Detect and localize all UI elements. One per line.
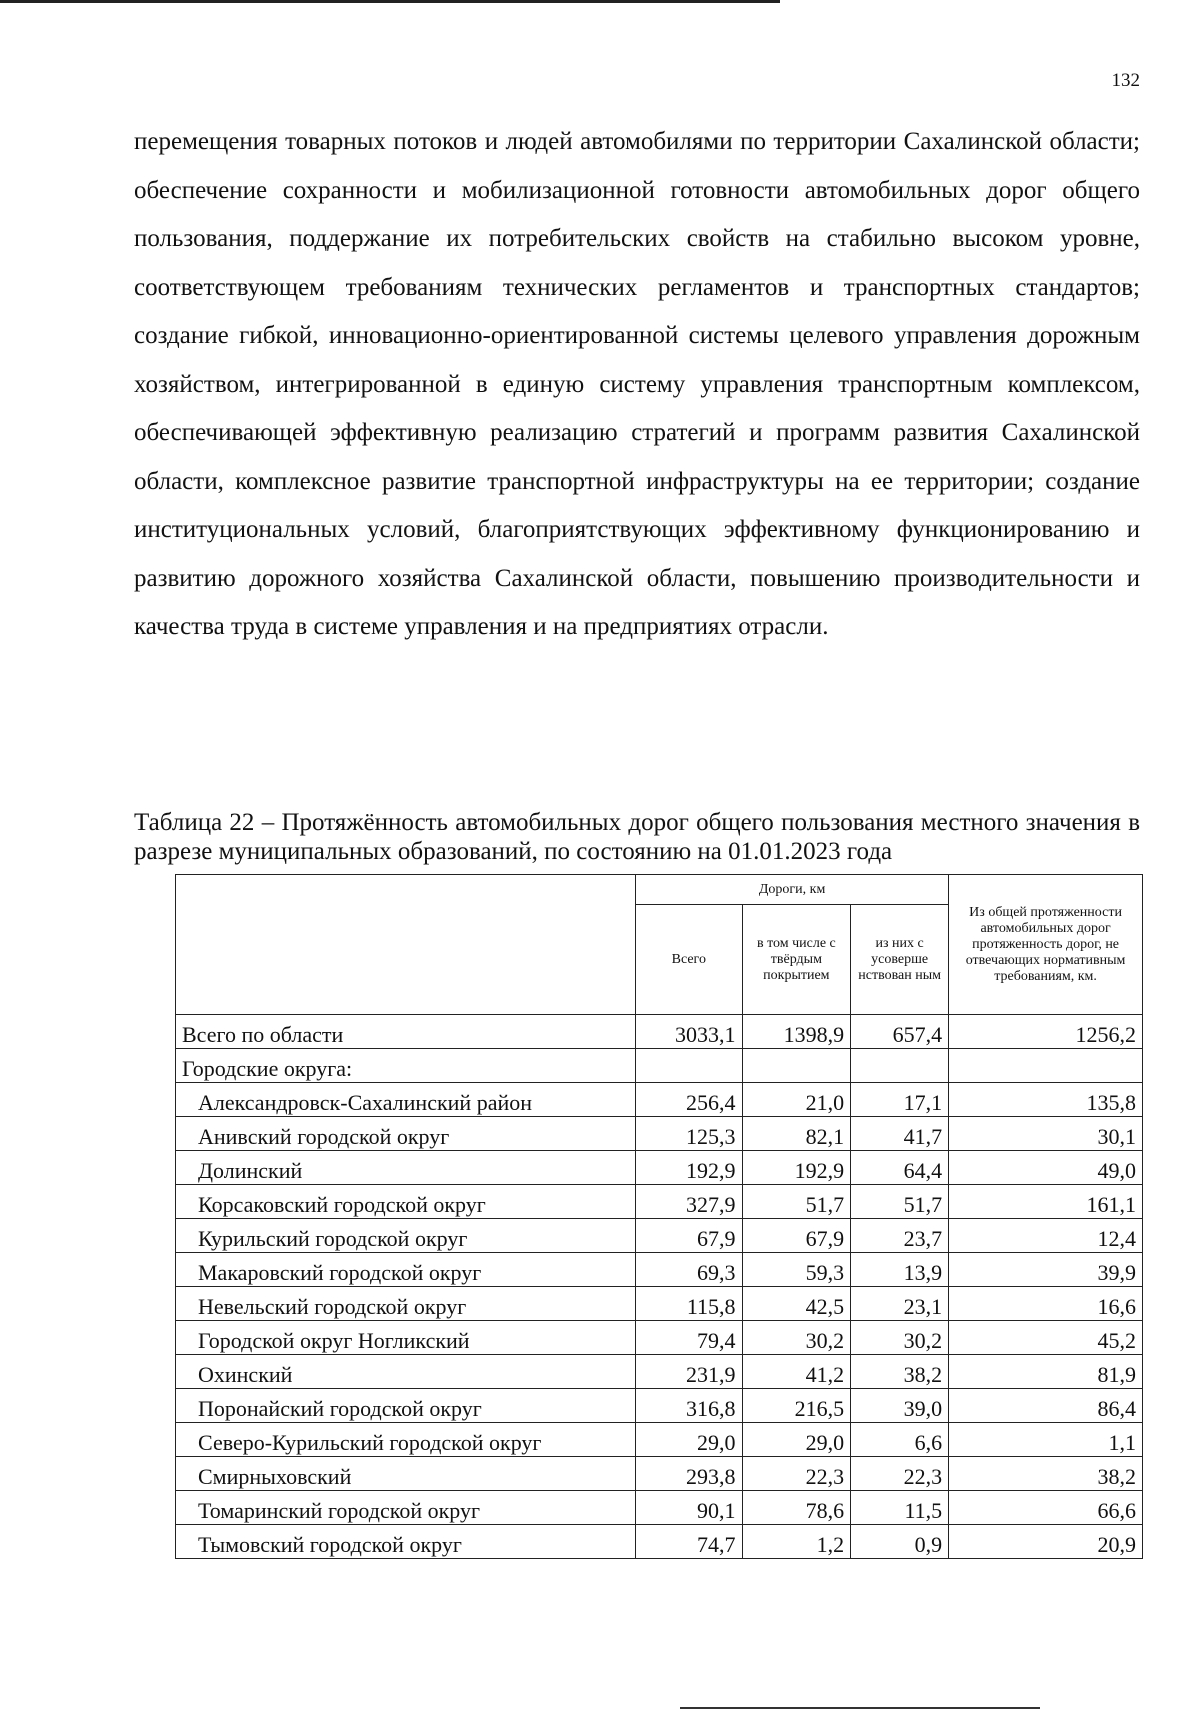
row-name: Макаровский городской округ xyxy=(176,1253,636,1287)
table-row xyxy=(176,1253,1143,1287)
row-nonstd: 16,6 xyxy=(949,1287,1143,1321)
table-row xyxy=(176,1083,1143,1117)
row-hard: 29,0 xyxy=(742,1423,851,1457)
row-name: Охинский xyxy=(176,1355,636,1389)
total-row-nonstd: 1256,2 xyxy=(949,1015,1143,1049)
top-rule xyxy=(0,0,780,3)
table-row xyxy=(176,1321,1143,1355)
row-total: 231,9 xyxy=(636,1355,742,1389)
row-hard: 30,2 xyxy=(742,1321,851,1355)
row-improved: 41,7 xyxy=(851,1117,949,1151)
row-total: 125,3 xyxy=(636,1117,742,1151)
row-nonstd: 135,8 xyxy=(949,1083,1143,1117)
row-total: 69,3 xyxy=(636,1253,742,1287)
table-row xyxy=(176,1389,1143,1423)
header-total: Всего xyxy=(636,905,742,1015)
total-row xyxy=(176,1015,1143,1049)
empty-cell xyxy=(851,1049,949,1083)
row-name: Долинский xyxy=(176,1151,636,1185)
row-nonstd: 12,4 xyxy=(949,1219,1143,1253)
table-row xyxy=(176,1525,1143,1559)
table-row xyxy=(176,1491,1143,1525)
table-caption: Таблица 22 – Протяжённость автомобильных дорог общего пользования местного значения в разрезе муниципальных образований, по состоянию на 01.01.2023 года xyxy=(134,809,1140,865)
row-name: Северо-Курильский городской округ xyxy=(176,1423,636,1457)
row-hard: 51,7 xyxy=(742,1185,851,1219)
row-nonstd: 81,9 xyxy=(949,1355,1143,1389)
table-row xyxy=(176,1117,1143,1151)
row-total: 90,1 xyxy=(636,1491,742,1525)
header-roads: Дороги, км xyxy=(636,875,949,905)
row-name: Смирныховский xyxy=(176,1457,636,1491)
row-improved: 13,9 xyxy=(851,1253,949,1287)
row-improved: 0,9 xyxy=(851,1525,949,1559)
row-total: 67,9 xyxy=(636,1219,742,1253)
roads-table xyxy=(175,874,1143,1559)
row-hard: 192,9 xyxy=(742,1151,851,1185)
row-hard: 21,0 xyxy=(742,1083,851,1117)
row-nonstd: 20,9 xyxy=(949,1525,1143,1559)
row-name: Тымовский городской округ xyxy=(176,1525,636,1559)
table-row xyxy=(176,1219,1143,1253)
row-name: Анивский городской округ xyxy=(176,1117,636,1151)
table-row xyxy=(176,1423,1143,1457)
row-improved: 23,1 xyxy=(851,1287,949,1321)
total-row-hard: 1398,9 xyxy=(742,1015,851,1049)
row-hard: 22,3 xyxy=(742,1457,851,1491)
table-row xyxy=(176,1355,1143,1389)
row-nonstd: 45,2 xyxy=(949,1321,1143,1355)
row-improved: 30,2 xyxy=(851,1321,949,1355)
row-improved: 23,7 xyxy=(851,1219,949,1253)
row-hard: 78,6 xyxy=(742,1491,851,1525)
row-name: Невельский городской округ xyxy=(176,1287,636,1321)
row-improved: 39,0 xyxy=(851,1389,949,1423)
row-improved: 38,2 xyxy=(851,1355,949,1389)
header-improved: из них с усоверше нствован ным xyxy=(851,905,949,1015)
row-hard: 216,5 xyxy=(742,1389,851,1423)
row-improved: 6,6 xyxy=(851,1423,949,1457)
row-nonstd: 86,4 xyxy=(949,1389,1143,1423)
row-nonstd: 30,1 xyxy=(949,1117,1143,1151)
row-nonstd: 1,1 xyxy=(949,1423,1143,1457)
total-row-improved: 657,4 xyxy=(851,1015,949,1049)
row-improved: 11,5 xyxy=(851,1491,949,1525)
row-total: 115,8 xyxy=(636,1287,742,1321)
header-blank xyxy=(176,875,636,1015)
row-total: 256,4 xyxy=(636,1083,742,1117)
row-nonstd: 38,2 xyxy=(949,1457,1143,1491)
group-row xyxy=(176,1049,1143,1083)
table-row xyxy=(176,1185,1143,1219)
row-total: 192,9 xyxy=(636,1151,742,1185)
table-row xyxy=(176,1287,1143,1321)
row-name: Поронайский городской округ xyxy=(176,1389,636,1423)
empty-cell xyxy=(949,1049,1143,1083)
row-hard: 41,2 xyxy=(742,1355,851,1389)
row-total: 293,8 xyxy=(636,1457,742,1491)
row-name: Александровск-Сахалинский район xyxy=(176,1083,636,1117)
row-hard: 82,1 xyxy=(742,1117,851,1151)
header-non-standard: Из общей протяженности автомобильных дорог протяженность дорог, не отвечающих нормативным требованиям, км. xyxy=(949,875,1143,1015)
row-nonstd: 161,1 xyxy=(949,1185,1143,1219)
row-hard: 67,9 xyxy=(742,1219,851,1253)
row-name: Корсаковский городской округ xyxy=(176,1185,636,1219)
row-hard: 42,5 xyxy=(742,1287,851,1321)
row-name: Томаринский городской округ xyxy=(176,1491,636,1525)
row-total: 74,7 xyxy=(636,1525,742,1559)
row-name: Городской округ Ногликский xyxy=(176,1321,636,1355)
bottom-rule xyxy=(680,1707,1040,1709)
row-name: Курильский городской округ xyxy=(176,1219,636,1253)
total-row-name: Всего по области xyxy=(176,1015,636,1049)
row-total: 316,8 xyxy=(636,1389,742,1423)
row-improved: 17,1 xyxy=(851,1083,949,1117)
header-hard-surface: в том числе с твёрдым покрытием xyxy=(742,905,851,1015)
row-total: 29,0 xyxy=(636,1423,742,1457)
row-total: 327,9 xyxy=(636,1185,742,1219)
row-improved: 64,4 xyxy=(851,1151,949,1185)
empty-cell xyxy=(636,1049,742,1083)
row-nonstd: 66,6 xyxy=(949,1491,1143,1525)
body-paragraph: перемещения товарных потоков и людей автомобилями по территории Сахалинской области; обеспечение сохранности и мобилизационной готовности автомобильных дорог общего пользования, поддержание их потребительских свойств на стабильно высоком уровне, соответствующем требованиям технических регламентов и транспортных стандартов; создание гибкой, инновационно-ориентированной системы целевого управления дорожным хозяйством, интегрированной в единую систему управления транспортным комплексом, обеспечивающей эффективную реализацию стратегий и программ развития Сахалинской области, комплексное развитие транспортной инфраструктуры на ее территории; создание институциональных условий, благоприятствующих эффективному функционированию и развитию дорожного хозяйства Сахалинской области, повышению производительности и качества труда в системе управления и на предприятиях отрасли. xyxy=(134,128,1140,640)
empty-cell xyxy=(742,1049,851,1083)
row-nonstd: 49,0 xyxy=(949,1151,1143,1185)
row-nonstd: 39,9 xyxy=(949,1253,1143,1287)
row-hard: 59,3 xyxy=(742,1253,851,1287)
row-total: 79,4 xyxy=(636,1321,742,1355)
group-label: Городские округа: xyxy=(176,1049,636,1083)
table-row xyxy=(176,1457,1143,1491)
table-row xyxy=(176,1151,1143,1185)
row-improved: 51,7 xyxy=(851,1185,949,1219)
row-hard: 1,2 xyxy=(742,1525,851,1559)
row-improved: 22,3 xyxy=(851,1457,949,1491)
page-number: 132 xyxy=(1111,70,1140,91)
total-row-total: 3033,1 xyxy=(636,1015,742,1049)
